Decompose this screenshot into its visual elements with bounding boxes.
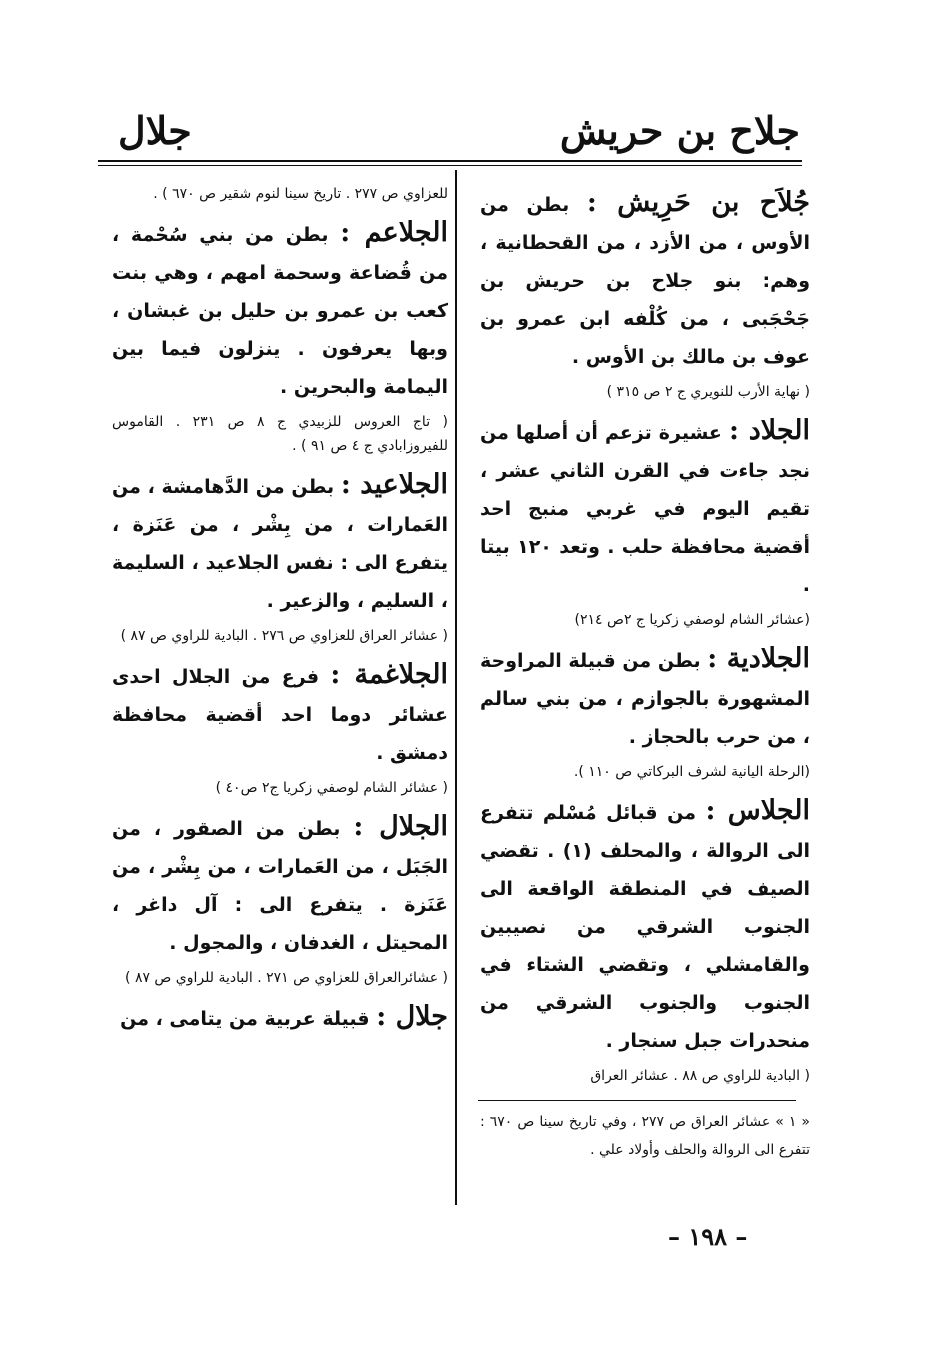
- dictionary-entry: [112, 656, 448, 800]
- header-rule: [98, 160, 802, 162]
- entry-headword: الجلاس :: [705, 795, 810, 826]
- left-column: [112, 182, 448, 1042]
- right-column: [480, 184, 810, 1096]
- page-number: – ١٩٨ –: [668, 1222, 748, 1251]
- entry-citation: ( تاج العروس للزبيدي ج ٨ ص ٢٣١ . القاموس للفيروزابادي ج ٤ ص ٩١ ) .: [112, 414, 448, 454]
- dictionary-entry: [112, 466, 448, 648]
- entry-headword: الجلاد :: [728, 415, 810, 446]
- dictionary-entry: [112, 808, 448, 990]
- dictionary-entry: [112, 998, 448, 1038]
- entry-text: قبيلة عربية من يتامى ، من: [120, 1008, 370, 1030]
- header-rule-thin: [98, 165, 802, 166]
- entry-citation: ( نهاية الأرب للنويري ج ٢ ص ٣١٥ ): [606, 384, 810, 400]
- entry-text: بطن من الدَّهامشة ، من العَمارات ، من بِشْر ، من عَنَزة ، يتفرع الى : نفس الجلاعيد ، السليمة ، السليم ، والزعير .: [112, 476, 448, 612]
- entry-citation: (عشائر الشام لوصفي زكريا ج ٢ص ٢١٤): [574, 612, 810, 628]
- dictionary-entry: [480, 792, 810, 1088]
- entry-headword: الجلادية :: [707, 643, 811, 674]
- entry-citation: ( عشائر الشام لوصفي زكريا ج٢ ص٤٠ ): [215, 780, 448, 796]
- citation-continuation: للعزاوي ص ٢٧٧ . تاريخ سينا لنوم شقير ص ٦٧٠ ) .: [153, 186, 448, 202]
- entry-headword: جلال :: [376, 1001, 448, 1032]
- entry-headword: الجلاعيد :: [340, 469, 448, 500]
- entry-headword: جُلاَح بن حَرِيش :: [586, 187, 810, 218]
- entry-text: عشيرة تزعم أن أصلها من نجد جاءت في القرن الثاني عشر ، تقيم اليوم في غربي منبج احد أقضية محافظة حلب . وتعد ١٢٠ بيتا .: [480, 422, 810, 596]
- entry-text: بطن من الأوس ، من الأزد ، من القحطانية ، وهم: بنو جلاح بن حريش بن جَحْجَبى ، من كُلْفه ابن عمرو بن عوف بن مالك بن الأوس .: [480, 194, 810, 368]
- dictionary-entry: [480, 412, 810, 632]
- entry-citation: (الرحلة اليانية لشرف البركاتي ص ١١٠ ).: [573, 764, 810, 780]
- entry-headword: الجلال :: [353, 811, 448, 842]
- entry-text: بطن من الصقور ، من الجَبَل ، من العَمارات ، من بِشْر ، من عَنَزة . يتفرع الى : آل داغر ، المحيتل ، الغدفان ، والمجول .: [112, 818, 448, 954]
- entry-citation: ( البادية للراوي ص ٨٨ . عشائر العراق: [590, 1068, 810, 1084]
- column-divider: [455, 170, 457, 1205]
- footnote: « ١ » عشائر العراق ص ٢٧٧ ، وفي تاريخ سينا ص ٦٧٠ : تتفرع الى الروالة والحلف وأولاد علي .: [480, 1114, 810, 1158]
- entry-text: من قبائل مُسْلم تتفرع الى الروالة ، والمحلف (١) . تقضي الصيف في المنطقة الواقعة الى الجنوب الشرقي من نصيبين والقامشلي ، وتقضي الشتاء في الجنوب والجنوب الشرقي من منحدرات جبل سنجار .: [480, 802, 810, 1052]
- entry-citation: ( عشائر العراق للعزاوي ص ٢٧٦ . البادية للراوي ص ٨٧ ): [120, 628, 448, 644]
- entry-citation: ( عشائرالعراق للعزاوي ص ٢٧١ . البادية للراوي ص ٨٧ ): [125, 970, 448, 986]
- entry-text: بطن من قبيلة المراوحة المشهورة بالجوازم ، من بني سالم ، من حرب بالحجاز .: [480, 650, 810, 748]
- dictionary-entry: [480, 184, 810, 404]
- entry-headword: الجلاغمة :: [330, 659, 449, 690]
- dictionary-entry: [480, 640, 810, 784]
- dictionary-entry: [112, 214, 448, 458]
- entry-headword: الجلاعم :: [340, 217, 449, 248]
- entry-text: فرع من الجلال احدى عشائر دوما احد أقضية محافظة دمشق .: [112, 666, 448, 764]
- footnote-rule: [478, 1100, 796, 1101]
- running-header-right: جلاح بن حريش: [559, 108, 800, 153]
- running-header-left: جلال: [118, 108, 192, 153]
- entry-text: بطن من بني سُحْمة ، من قُضاعة وسحمة امهم ، وهي بنت كعب بن عمرو بن حليل بن غبشان ، وبها يعرفون . ينزلون فيما بين اليمامة والبحرين .: [112, 224, 448, 398]
